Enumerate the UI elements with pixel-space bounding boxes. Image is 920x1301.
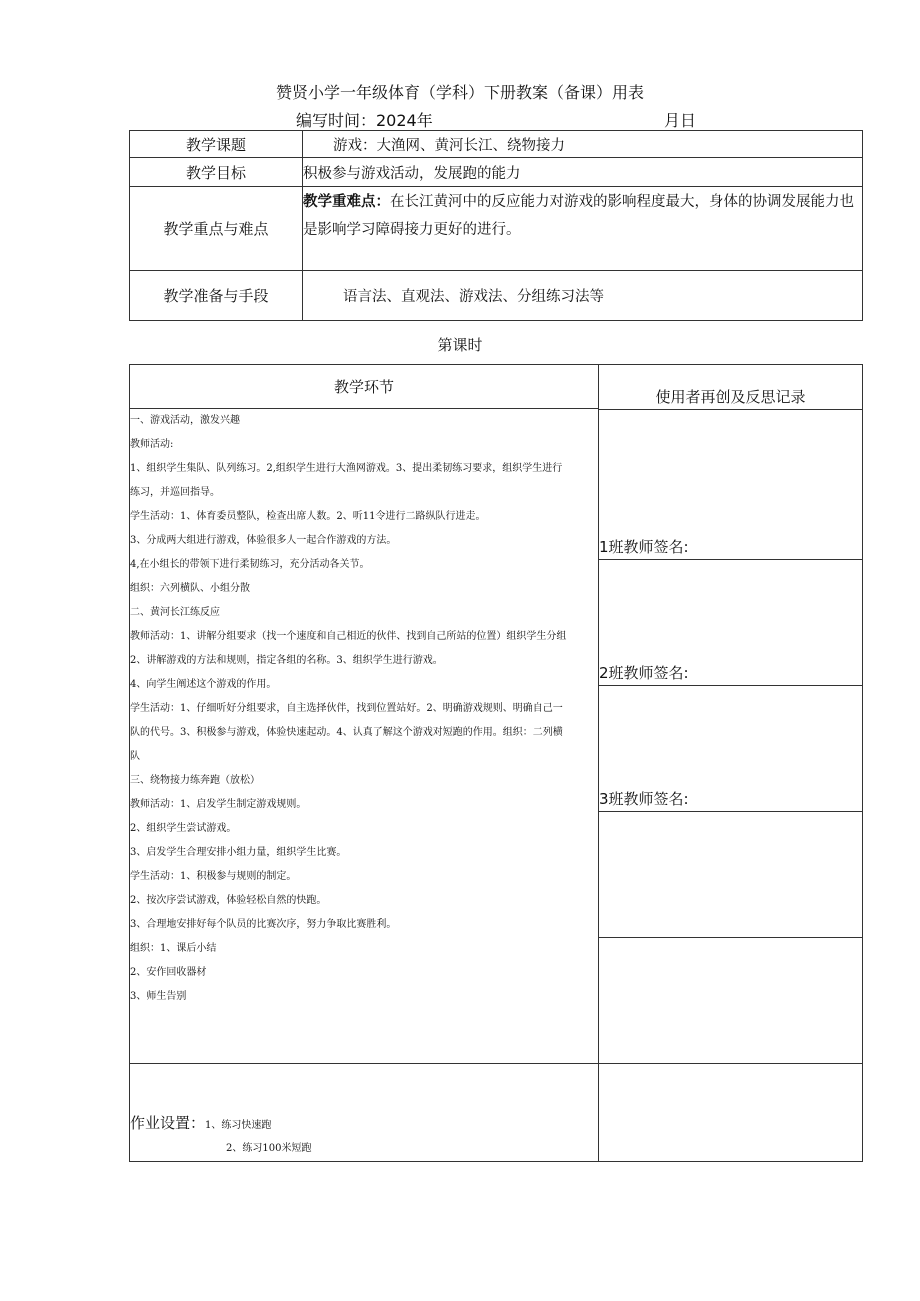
key-points-label: 教学重点与难点 <box>130 187 303 271</box>
date-month-day: 月日 <box>664 111 697 130</box>
page-title: 赞贤小学一年级体育（学科）下册教案（备课）用表 <box>275 83 644 102</box>
process-line: 学生活动：1、积极参与规则的制定。 <box>130 871 297 882</box>
homework-line-1 <box>130 1112 598 1137</box>
topic-label: 教学课题 <box>130 131 303 158</box>
reflection-blank-3 <box>599 1064 863 1162</box>
process-line: 教师活动：1、启发学生制定游戏规则。 <box>130 799 307 810</box>
signature-class-3: 3班教师签名: <box>599 685 863 811</box>
process-line: 2、组织学生尝试游戏。 <box>130 823 237 834</box>
key-points-text: 在长江黄河中的反应能力对游戏的影响程度最大，身体的协调发展能力也是影响学习障碍接力更好的进行。 <box>303 194 854 238</box>
key-points-value <box>303 187 863 271</box>
process-line: 4、向学生阐述这个游戏的作用。 <box>130 679 277 690</box>
process-line: 3、合理地安排好每个队员的比赛次序，努力争取比赛胜利。 <box>130 919 397 930</box>
reflection-header: 使用者再创及反思记录 <box>599 365 863 410</box>
topic-value: 游戏：大渔网、黄河长江、绕物接力 <box>303 131 863 158</box>
process-line: 三、绕物接力练奔跑（放松） <box>130 775 260 786</box>
key-points-prefix: 教学重难点： <box>303 194 390 210</box>
process-line: 练习，并巡回指导。 <box>130 487 220 498</box>
process-line: 2、按次序尝试游戏，体验轻松自然的快跑。 <box>130 895 327 906</box>
lesson-period-title: 第课时 <box>437 336 483 354</box>
lesson-process-table <box>129 364 863 1162</box>
process-line: 3、师生告别 <box>130 991 187 1002</box>
process-line: 1、组织学生集队、队列练习。2,组织学生进行大渔网游戏。3、提出柔韧练习要求，组织学生进行 <box>130 463 563 474</box>
signature-class-2: 2班教师签名: <box>599 559 863 685</box>
process-line: 队的代号。3、积极参与游戏，体验快速起动。4、认真了解这个游戏对短跑的作用。组织：二列横 <box>130 727 563 738</box>
process-line: 2、安作回收器材 <box>130 967 207 978</box>
process-line: 二、黄河长江练反应 <box>130 607 220 618</box>
prep-label: 教学准备与手段 <box>130 271 303 321</box>
process-line: 学生活动：1、体育委员整队，检查出席人数。2、听11令进行二路纵队行进走。 <box>130 511 486 522</box>
process-line: 组织：1、课后小结 <box>130 943 217 954</box>
process-line: 队 <box>130 751 140 762</box>
homework-label: 作业设置： <box>130 1114 206 1132</box>
signature-class-1: 1班教师签名: <box>599 410 863 560</box>
process-line: 3、启发学生合理安排小组力量，组织学生比赛。 <box>130 847 347 858</box>
process-line: 组织：六列横队、小组分散 <box>130 583 250 594</box>
process-line: 2、讲解游戏的方法和规则，指定各组的名称。3、组织学生进行游戏。 <box>130 655 443 666</box>
process-line: 3、分成两大组进行游戏，体验很多人一起合作游戏的方法。 <box>130 535 397 546</box>
reflection-blank-2 <box>599 937 863 1063</box>
process-header: 教学环节 <box>130 365 599 409</box>
goal-value: 积极参与游戏活动，发展跑的能力 <box>303 158 863 187</box>
date-label: 编写时间：2024年 <box>296 111 433 130</box>
homework-cell <box>130 1064 599 1162</box>
process-line: 学生活动：1、仔细听好分组要求，自主选择伙伴，找到位置站好。2、明确游戏规则、明确自己一 <box>130 703 563 714</box>
process-line: 教师活动：1、讲解分组要求（找一个速度和自己相近的伙伴、找到自己所站的位置）组织学生分组 <box>130 631 567 642</box>
process-content <box>130 409 599 1064</box>
prep-value: 语言法、直观法、游戏法、分组练习法等 <box>303 271 863 321</box>
goal-label: 教学目标 <box>130 158 303 187</box>
homework-item-2: 2、练习100米短跑 <box>226 1143 312 1154</box>
process-lines <box>130 409 598 1009</box>
process-line: 一、游戏活动，激发兴趣 <box>130 415 240 426</box>
process-line: 教师活动: <box>130 439 174 450</box>
homework-item-1: 1、练习快速跑 <box>205 1120 272 1131</box>
process-line: 4,在小组长的带领下进行柔韧练习，充分活动各关节。 <box>130 559 370 570</box>
reflection-blank-1 <box>599 811 863 937</box>
lesson-info-table <box>129 130 863 321</box>
